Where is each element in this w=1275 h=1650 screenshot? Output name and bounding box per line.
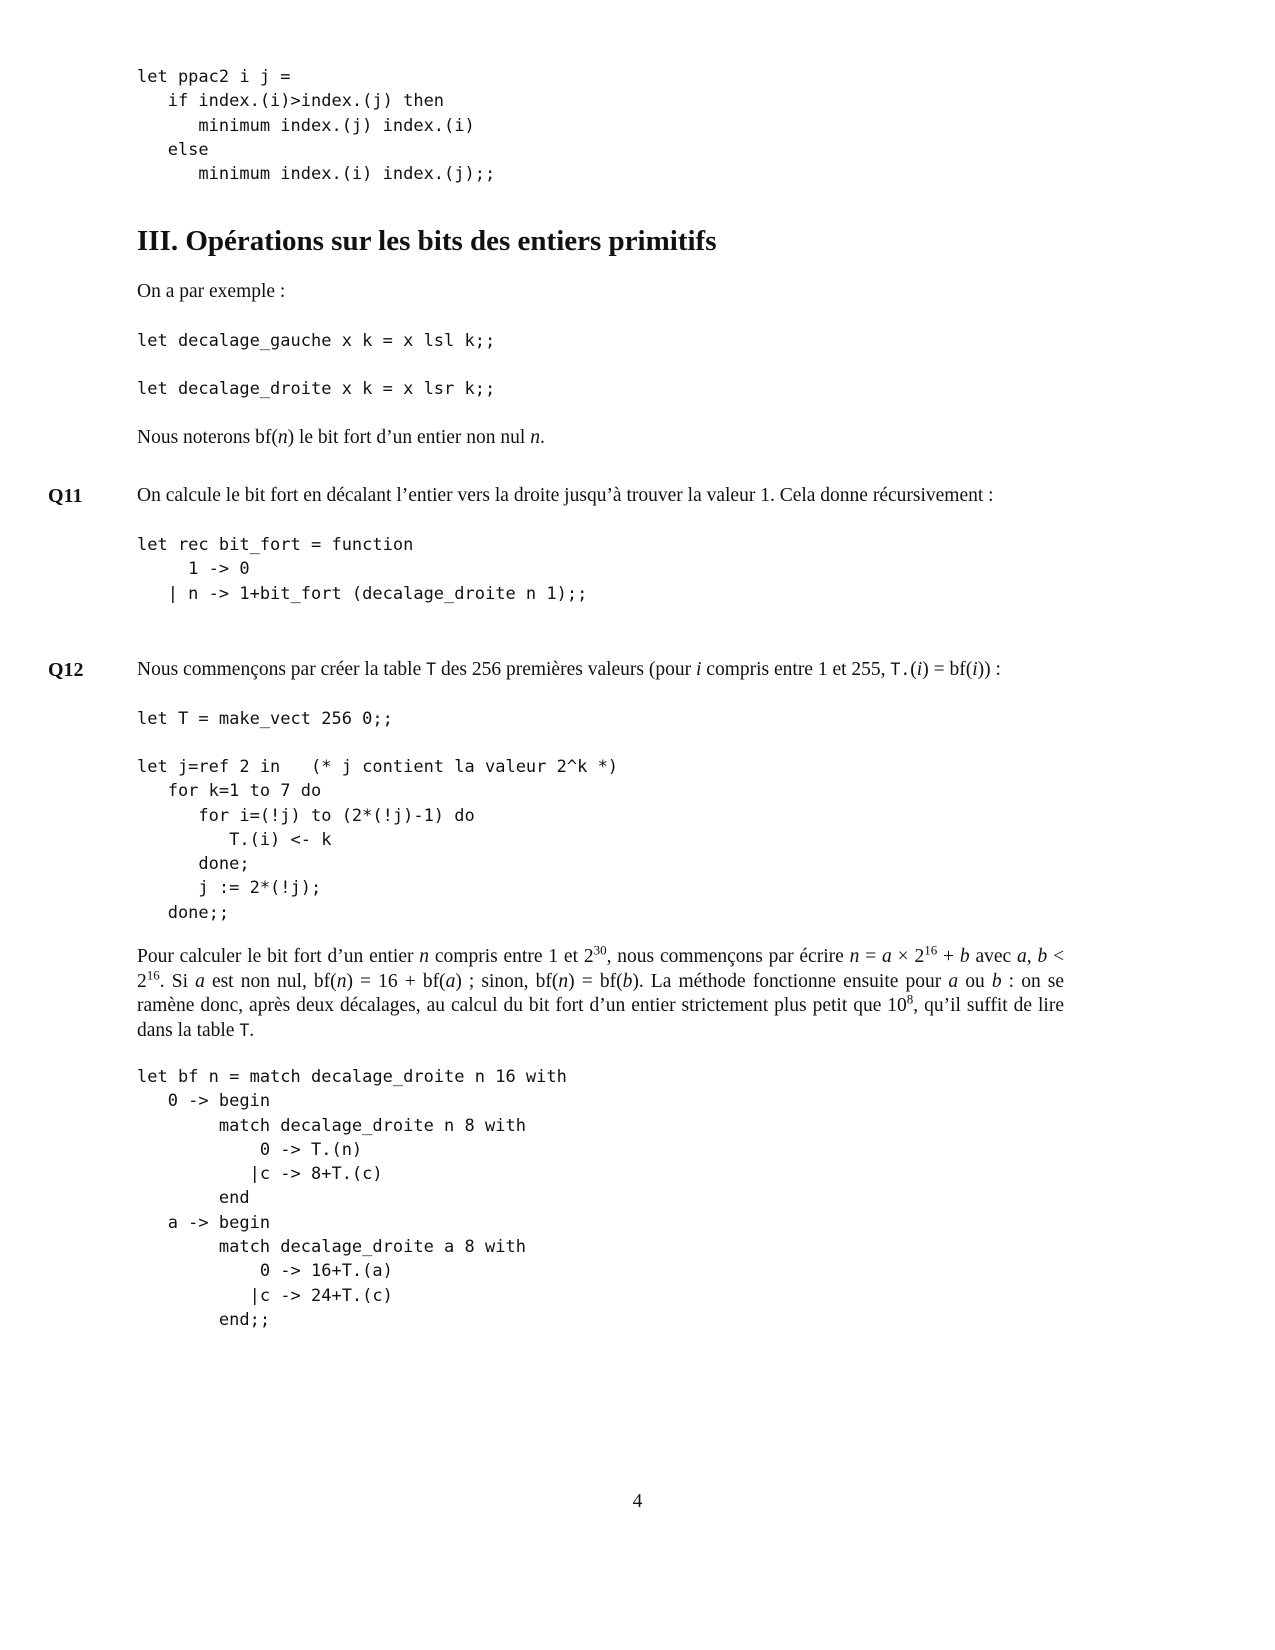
notation-text: .: [539, 427, 545, 448]
notation-text: Nous noterons bf(: [137, 427, 278, 448]
para-text: Pour calculer le bit fort d’un entier: [137, 946, 420, 967]
page-number: 4: [632, 1491, 643, 1512]
math-var: n: [277, 427, 288, 448]
code-fill-table: let j=ref 2 in (* j contient la valeur 2^k *) for k=1 to 7 do for i=(!j) to (2*(!j)-1) do T.(i) <- k done; j := 2*(!j); done;;: [137, 757, 619, 923]
table-name: T: [426, 660, 437, 679]
math-var: a: [948, 970, 959, 992]
math-var: n: [419, 946, 430, 967]
q12-text-part: (: [910, 659, 917, 680]
q12-text-part: Nous commençons par créer la table: [137, 659, 427, 680]
math-var: b: [959, 946, 970, 967]
notation-paragraph: [137, 426, 545, 451]
math-var: a: [195, 970, 205, 992]
question-label-q12: Q12: [48, 659, 84, 681]
q12-text-part: des 256 premières valeurs (pour: [436, 659, 696, 680]
notation-text: ) le bit fort d’un entier non nul: [287, 427, 531, 448]
para-text: ) = bf(: [568, 970, 623, 992]
math-var: i: [916, 659, 923, 680]
para-text: .: [249, 1019, 255, 1041]
para-text: , qu’il suffit de lire dans la table: [137, 995, 1064, 1041]
para-text: ou: [958, 970, 992, 992]
code-decalage-gauche: let decalage_gauche x k = x lsl k;;: [137, 331, 496, 351]
code-make-vect: let T = make_vect 256 0;;: [137, 709, 393, 729]
math-var: n: [336, 970, 347, 992]
para-text: =: [859, 946, 883, 967]
table-name: T: [239, 1020, 250, 1040]
math-var: b: [991, 970, 1002, 992]
q11-text: On calcule le bit fort en décalant l’entier vers la droite jusqu’à trouver la valeur 1. Cela donne récursivement :: [137, 485, 994, 506]
para-text: × 2: [891, 946, 925, 967]
para-text: . Si: [159, 970, 196, 992]
math-var: n: [530, 427, 540, 448]
exponent: 16: [146, 967, 160, 982]
para-text: : on se ramène donc, après deux décalages, au calcul du bit fort d’un entier strictement plus petit que 10: [137, 970, 1065, 1016]
para-text: < 2: [137, 946, 1065, 992]
q12-text: [137, 658, 1137, 683]
para-text: +: [937, 946, 960, 967]
math-var: n: [558, 970, 569, 992]
exponent: 30: [593, 942, 607, 958]
q12-text-part: ) = bf(: [922, 659, 973, 680]
table-name: T.: [890, 660, 911, 679]
math-var: i: [696, 659, 702, 680]
para-text: ). La méthode fonctionne ensuite pour: [632, 970, 949, 992]
math-var: a, b: [1017, 946, 1048, 967]
exponent: 16: [924, 942, 938, 958]
section-title: III. Opérations sur les bits des entiers primitifs: [137, 225, 717, 257]
bf-explanation-paragraph: [137, 942, 1065, 1043]
q12-text-part: compris entre 1 et 255,: [701, 659, 891, 680]
code-bf-function: let bf n = match decalage_droite n 16 with 0 -> begin match decalage_droite n 8 with 0 -> T.(n) |c -> 8+T.(c) end a -> begin match decalage_droite a 8 with 0 -> 16+T.(a) |c -> 24+T.(c) end;;: [137, 1067, 567, 1330]
exponent: 8: [906, 991, 914, 1007]
math-var: a: [445, 970, 456, 992]
para-text: compris entre 1 et 2: [429, 946, 594, 967]
para-text: ) ; sinon, bf(: [455, 970, 559, 992]
question-label-q11: Q11: [48, 485, 83, 507]
para-text: ) = 16 + bf(: [346, 970, 446, 992]
math-var: a: [882, 946, 892, 967]
code-block-ppac2: let ppac2 i j = if index.(i)>index.(j) then minimum index.(j) index.(i) else minimum index.(i) index.(j);;: [137, 67, 496, 185]
para-text: , nous commençons par écrire: [606, 946, 850, 967]
para-text: est non nul, bf(: [204, 970, 337, 992]
code-decalage-droite: let decalage_droite x k = x lsr k;;: [137, 379, 496, 399]
q12-text-part: )) :: [977, 659, 1001, 680]
math-var: b: [622, 970, 633, 992]
math-var: i: [972, 659, 978, 680]
intro-text: On a par exemple :: [137, 281, 286, 302]
code-bit-fort: let rec bit_fort = function 1 -> 0 | n -> 1+bit_fort (decalage_droite n 1);;: [137, 535, 588, 604]
math-var: n: [849, 946, 860, 967]
para-text: avec: [969, 946, 1018, 967]
